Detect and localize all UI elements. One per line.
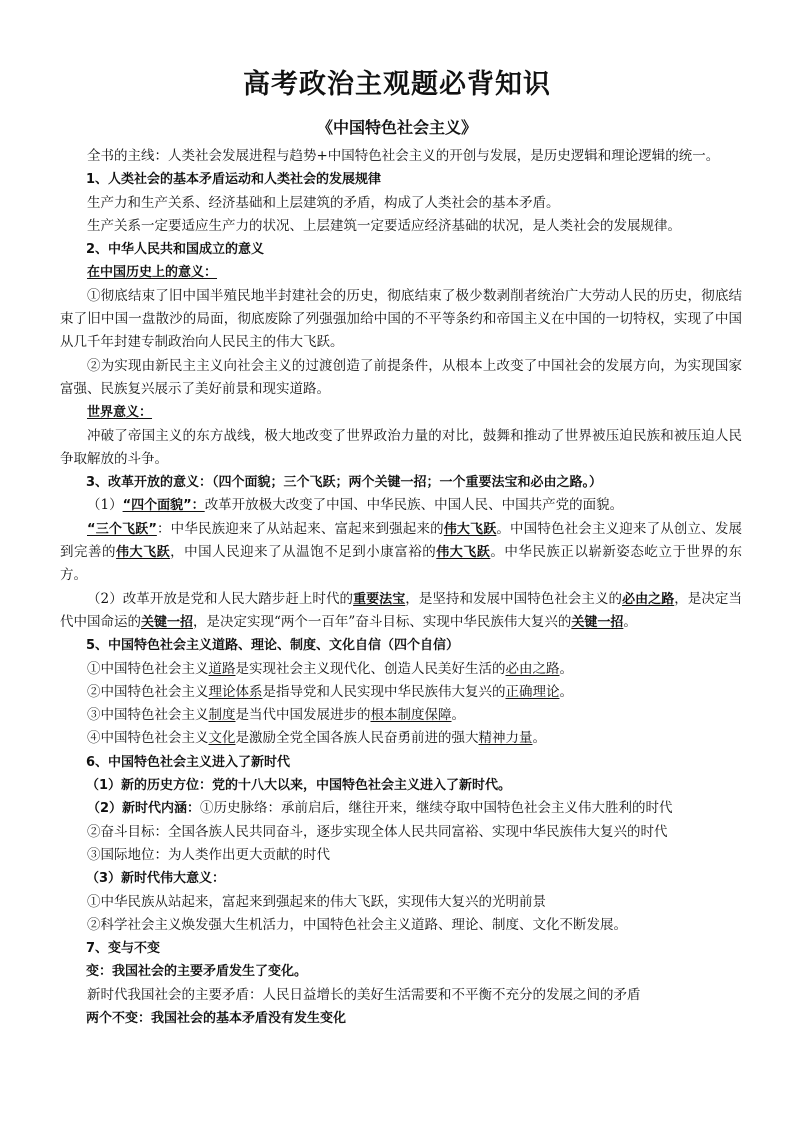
paragraph: ②为实现由新民主主义向社会主义的过渡创造了前提条件，从根本上改变了中国社会的发展方向，为实现国家富强、民族复兴展示了美好前景和现实道路。 bbox=[60, 357, 742, 397]
item-text: ：中华民族迎来了从站起来、富起来到强起来的 bbox=[156, 520, 444, 537]
item-text: ，中国人民迎来了从温饱不足到小康富裕的 bbox=[170, 544, 437, 561]
item-head: （2）新时代内涵： bbox=[87, 801, 201, 817]
section-heading-3: 3、改革开放的意义：（四个面貌；三个飞跃；两个关键一招；一个重要法宝和必由之路。） bbox=[86, 475, 603, 491]
subheading-text: 世界意义： bbox=[87, 405, 153, 421]
item-text: 。中国特色社会主义迎来了从创立、发展到完善的 bbox=[60, 520, 742, 561]
item-text: （2）改革开放是党和人民大踏步赶上时代的 bbox=[87, 590, 354, 607]
item-text: 。中华民族正以崭新姿态屹立于世界的东方。 bbox=[60, 544, 742, 584]
item-text: 是激励全党全国各族人民奋勇前进的强大 bbox=[235, 730, 479, 747]
item-text: ④中国特色社会主义 bbox=[87, 730, 209, 747]
paragraph: ①彻底结束了旧中国半殖民地半封建社会的历史，彻底结束了极少数剥削者统治广大劳动人民的历史，彻底结束了旧中国一盘散沙的局面，彻底废除了列强强加给中国的不平等条约和帝国主义在中国的一切特权，实现了中国从几千年封建专制政治向人民民主的伟大飞跃。 bbox=[60, 287, 742, 351]
page-subtitle: 《中国特色社会主义》 bbox=[316, 118, 477, 137]
key-term: 道路 bbox=[208, 660, 236, 677]
key-term: 伟大飞跃 bbox=[436, 545, 491, 561]
paragraph: （3）新时代伟大意义： bbox=[86, 871, 226, 887]
subheading-historical-significance bbox=[60, 261, 742, 284]
paragraph: ③国际地位：为人类作出更大贡献的时代 bbox=[87, 846, 330, 863]
item-text: ①中国特色社会主义 bbox=[87, 660, 209, 677]
intro-paragraph: 全书的主线：人类社会发展进程与趋势+中国特色社会主义的开创与发展，是历史逻辑和理论逻辑的统一。 bbox=[87, 148, 720, 164]
list-item bbox=[60, 704, 742, 727]
key-term: 重要法宝 bbox=[353, 591, 406, 607]
paragraph: 新时代我国社会的主要矛盾：人民日益增长的美好生活需要和不平衡不充分的发展之间的矛盾 bbox=[87, 986, 641, 1003]
paragraph-four-aspects bbox=[60, 494, 742, 517]
item-text: ②中国特色社会主义 bbox=[87, 683, 209, 700]
key-term: “三个飞跃” bbox=[87, 521, 157, 537]
item-text: ，是决定当代中国命运的 bbox=[60, 590, 742, 630]
paragraph bbox=[60, 797, 742, 820]
item-text: ③中国特色社会主义 bbox=[87, 707, 209, 724]
document-body bbox=[60, 145, 742, 1030]
key-term: 必由之路 bbox=[505, 660, 560, 677]
key-term: 伟大飞跃 bbox=[116, 545, 171, 561]
section-heading-7: 7、变与不变 bbox=[86, 941, 161, 957]
key-term: 关键一招 bbox=[141, 614, 194, 630]
key-term: 根本制度保障 bbox=[370, 707, 452, 724]
paragraph: ①中华民族从站起来，富起来到强起来的伟大飞跃，实现伟大复兴的光明前景 bbox=[87, 893, 546, 910]
item-text: 是指导党和人民实现中华民族伟大复兴的 bbox=[262, 683, 506, 700]
item-text: 。 bbox=[623, 613, 637, 630]
paragraph: 冲破了帝国主义的东方战线，极大地改变了世界政治力量的对比，鼓舞和推动了世界被压迫民族和被压迫人民争取解放的斗争。 bbox=[60, 427, 742, 467]
item-text: ①历史脉络：承前启后，继往开来，继续夺取中国特色社会主义伟大胜利的时代 bbox=[200, 800, 673, 817]
item-text: 。 bbox=[532, 730, 546, 747]
item-text: 是当代中国发展进步的 bbox=[235, 707, 371, 724]
paragraph: 生产力和生产关系、经济基础和上层建筑的矛盾，构成了人类社会的基本矛盾。 bbox=[87, 194, 560, 211]
paragraph: ②科学社会主义焕发强大生机活力，中国特色社会主义道路、理论、制度、文化不断发展。 bbox=[87, 916, 627, 933]
key-term: 精神力量 bbox=[478, 730, 533, 747]
paragraph: （1）新的历史方位：党的十八大以来，中国特色社会主义进入了新时代。 bbox=[86, 778, 512, 794]
section-heading-2: 2、中华人民共和国成立的意义 bbox=[86, 242, 265, 258]
item-text: 是实现社会主义现代化、创造人民美好生活的 bbox=[235, 660, 506, 677]
subheading-text: 在中国历史上的意义： bbox=[87, 265, 218, 281]
paragraph: 两个不变：我国社会的基本矛盾没有发生变化 bbox=[86, 1010, 347, 1026]
key-term: “四个面貌”： bbox=[122, 498, 205, 514]
key-term: 理论体系 bbox=[208, 683, 263, 700]
key-term: 伟大飞跃 bbox=[443, 521, 497, 537]
item-text: ，是决定实现“两个一百年”奋斗目标、实现中华民族伟大复兴的 bbox=[193, 613, 572, 630]
item-prefix: （1） bbox=[87, 497, 123, 514]
item-text: 改革开放极大改变了中国、中华民族、中国人民、中国共产党的面貌。 bbox=[204, 497, 624, 514]
item-text: ，是坚持和发展中国特色社会主义的 bbox=[405, 590, 623, 607]
paragraph: 变：我国社会的主要矛盾发生了变化。 bbox=[86, 964, 308, 980]
key-term: 关键一招 bbox=[571, 614, 624, 630]
list-item bbox=[60, 658, 742, 681]
list-item bbox=[60, 727, 742, 750]
key-term: 必由之路 bbox=[622, 591, 675, 607]
paragraph: ②奋斗目标：全国各族人民共同奋斗，逐步实现全体人民共同富裕、实现中华民族伟大复兴的时代 bbox=[87, 823, 668, 840]
item-text: 。 bbox=[451, 707, 465, 724]
paragraph-three-leaps bbox=[60, 518, 742, 588]
paragraph-key-move bbox=[60, 588, 742, 635]
paragraph: 生产关系一定要适应生产力的状况、上层建筑一定要适应经济基础的状况，是人类社会的发展规律。 bbox=[87, 217, 681, 234]
list-item bbox=[60, 681, 742, 704]
section-heading-6: 6、中国特色社会主义进入了新时代 bbox=[86, 754, 291, 770]
page-title: 高考政治主观题必背知识 bbox=[243, 69, 551, 100]
key-term: 制度 bbox=[208, 707, 236, 724]
key-term: 文化 bbox=[208, 730, 236, 747]
key-term: 正确理论 bbox=[505, 683, 560, 700]
subheading-world-significance bbox=[60, 401, 742, 424]
section-heading-1: 1、人类社会的基本矛盾运动和人类社会的发展规律 bbox=[86, 172, 382, 188]
item-text: 。 bbox=[559, 660, 573, 677]
item-text: 。 bbox=[559, 683, 573, 700]
section-heading-5: 5、中国特色社会主义道路、理论、制度、文化自信（四个自信） bbox=[86, 638, 460, 654]
